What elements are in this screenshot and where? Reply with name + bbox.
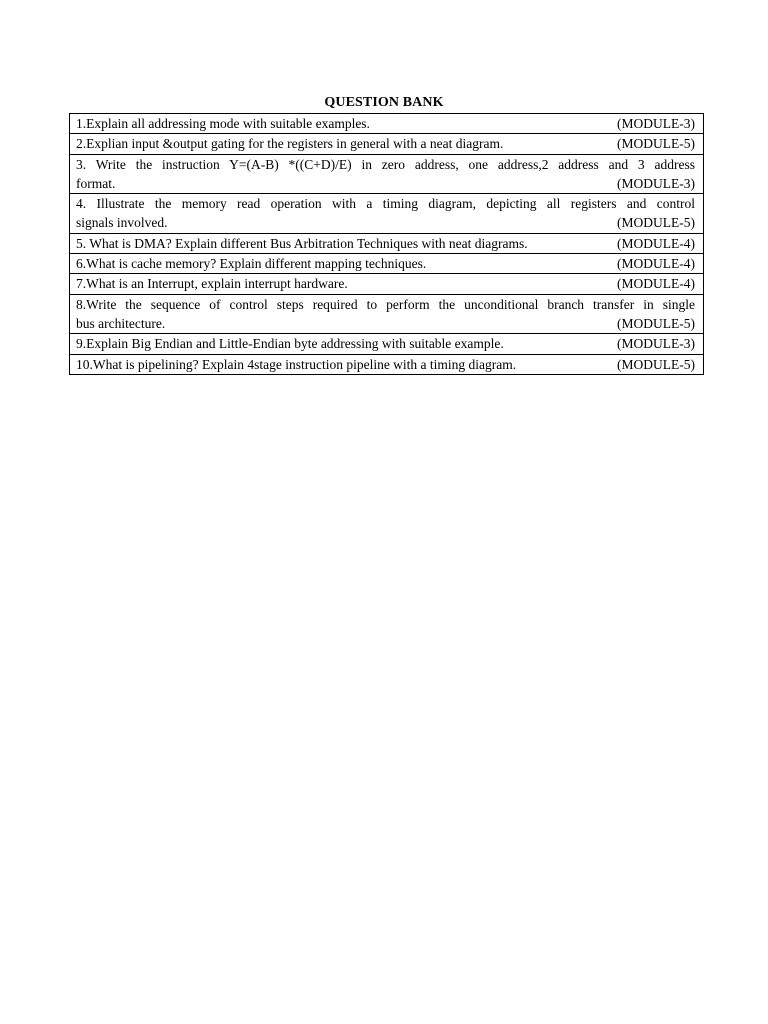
question-row-1 — [70, 114, 703, 133]
question-row-6 — [70, 253, 703, 273]
module-label: (MODULE-3) — [617, 336, 695, 352]
module-label: (MODULE-3) — [617, 116, 695, 131]
question-text: 5. What is DMA? Explain different Bus Arbitration Techniques with neat diagrams. — [76, 235, 528, 251]
page-title: QUESTION BANK — [324, 95, 444, 110]
module-label: (MODULE-3) — [617, 175, 695, 191]
module-label: (MODULE-5) — [617, 215, 695, 231]
question-row-2 — [70, 133, 703, 153]
question-text-line1: 3. Write the instruction Y=(A-B) *((C+D)/E) in zero address, one address,2 address and 3 address — [76, 156, 695, 172]
question-text-line2: bus architecture. — [76, 315, 166, 331]
question-text-line1: 8.Write the sequence of control steps required to perform the unconditional branch transfer in single — [76, 296, 695, 312]
question-row-3 — [70, 154, 703, 194]
module-label: (MODULE-4) — [617, 235, 695, 251]
question-row-7 — [70, 273, 703, 293]
question-text: 6.What is cache memory? Explain different mapping techniques. — [76, 256, 427, 272]
module-label: (MODULE-5) — [617, 356, 695, 372]
question-text: 1.Explain all addressing mode with suitable examples. — [76, 116, 370, 131]
question-text: 10.What is pipelining? Explain 4stage instruction pipeline with a timing diagram. — [76, 356, 517, 372]
question-text: 7.What is an Interrupt, explain interrupt hardware. — [76, 276, 348, 292]
module-label: (MODULE-4) — [617, 256, 695, 272]
question-text-line2: signals involved. — [76, 215, 168, 231]
question-text: 2.Explian input &output gating for the registers in general with a neat diagram. — [76, 136, 504, 152]
question-row-5 — [70, 233, 703, 253]
module-label: (MODULE-5) — [617, 136, 695, 152]
question-row-10 — [70, 354, 703, 374]
question-row-8 — [70, 294, 703, 334]
question-table — [69, 113, 704, 375]
question-text: 9.Explain Big Endian and Little-Endian byte addressing with suitable example. — [76, 336, 504, 352]
question-row-4 — [70, 193, 703, 233]
module-label: (MODULE-5) — [617, 315, 695, 331]
question-row-9 — [70, 333, 703, 353]
question-text-line1: 4. Illustrate the memory read operation with a timing diagram, depicting all registers and control — [76, 196, 695, 212]
question-text-line2: format. — [76, 175, 116, 191]
module-label: (MODULE-4) — [617, 276, 695, 292]
